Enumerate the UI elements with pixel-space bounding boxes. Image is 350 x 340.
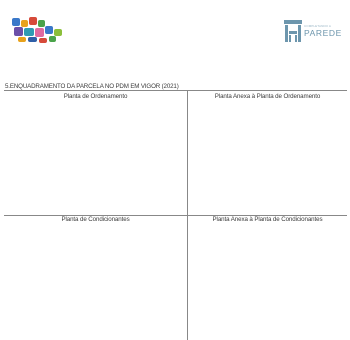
- cell-label-planta-condicionantes: Planta de Condicionantes: [61, 216, 130, 223]
- logo-big-text: PAREDE: [304, 27, 342, 38]
- cell-label-planta-ordenamento: Planta de Ordenamento: [63, 93, 128, 100]
- cell-label-planta-anexa-condicionantes: Planta Anexa à Planta de Condicionantes: [212, 216, 323, 223]
- logo-small-text: COMPLETANDO A: [304, 23, 331, 28]
- plan-grid: [4, 90, 347, 340]
- cell-label-planta-anexa-ordenamento: Planta Anexa à Planta de Ordenamento: [214, 93, 321, 100]
- section-title: 5.ENQUADRAMENTO DA PARCELA NO PDM EM VIGOR (2021): [5, 83, 179, 90]
- chair-building-icon: [283, 19, 303, 43]
- figures-logo-icon: [10, 16, 68, 44]
- completando-a-parede-logo: [283, 18, 345, 44]
